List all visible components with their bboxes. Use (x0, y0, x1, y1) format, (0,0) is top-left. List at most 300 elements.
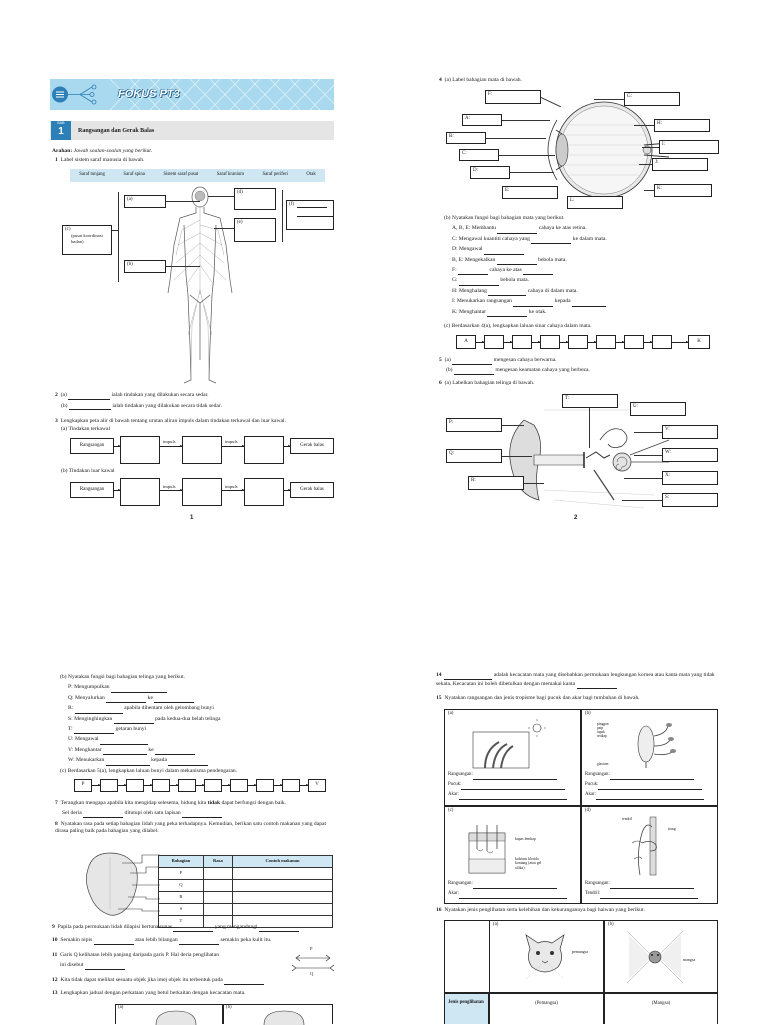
q8-stem (55, 821, 335, 835)
q16-answer-a[interactable] (489, 993, 604, 1024)
path-blank-box[interactable] (624, 335, 644, 349)
item-text: B, E: Mengekalkan (452, 256, 496, 263)
line-label: Akar: (448, 891, 459, 896)
page-2 (384, 0, 768, 521)
answer-blank[interactable] (572, 301, 606, 307)
geotropism-diagram (622, 716, 682, 770)
impuls-label: impuls (163, 484, 176, 489)
ear-label-t[interactable] (562, 394, 618, 408)
q4-b-text: (b) Nyatakan fungsi bagi bahagian mata yang berikut. (444, 215, 565, 221)
path-blank-box[interactable] (230, 779, 248, 792)
path-blank-box[interactable] (126, 779, 144, 792)
q16-cell-b (604, 920, 718, 993)
cell-tag: (a) (118, 1005, 124, 1010)
q10-text: atau lebih bilangan (135, 937, 178, 943)
table-row (159, 892, 333, 904)
table-cell[interactable] (233, 892, 333, 904)
q7 (55, 798, 286, 818)
answer-blank[interactable] (531, 238, 571, 244)
table-cell[interactable] (233, 904, 333, 916)
table-cell[interactable] (203, 892, 232, 904)
q5-a-text: mengesan cahaya berwarna. (493, 357, 557, 363)
item-text: apabila dihentam oleh gelombang bunyi (124, 705, 214, 712)
label-text: C: (462, 151, 467, 156)
bab-badge (51, 121, 71, 140)
q16-cell-a (489, 920, 604, 993)
q13-cell-b (223, 1004, 333, 1024)
impuls-label: impuls (225, 439, 238, 444)
bab-number: 1 (58, 126, 64, 137)
q1-word-bank (70, 169, 325, 182)
q7-text: Terangkan mengapa apabila kita mengidap selesema, hidung kita (60, 800, 207, 806)
q4-b-item (444, 296, 607, 306)
illusion-label-p: P (310, 946, 313, 951)
leader-line (502, 425, 524, 426)
eye-label-d[interactable] (470, 166, 510, 179)
item-text: A, B, E: Membantu (452, 225, 496, 232)
flow-arrow (588, 342, 596, 343)
nervous-system-figure (160, 185, 240, 385)
ear-label-s[interactable] (662, 493, 718, 507)
answer-blank[interactable] (259, 926, 299, 932)
answer-blank[interactable] (68, 394, 110, 400)
flow-blank-box[interactable] (244, 436, 284, 464)
eye-label-h[interactable] (654, 119, 710, 132)
path-blank-box[interactable] (256, 779, 274, 792)
q7-line1 (55, 798, 286, 808)
flow-arrow (222, 446, 244, 447)
eye-label-f[interactable] (485, 90, 541, 104)
path-blank-box[interactable] (540, 335, 560, 349)
annotation: pinggan (597, 722, 609, 726)
q5-a-label: (a) (444, 357, 451, 363)
table-header: Contoh makanan (233, 856, 333, 868)
answer-blank[interactable] (297, 202, 327, 208)
q6b-item (60, 734, 237, 744)
item-text: G: (452, 277, 458, 284)
label-text: V: (665, 427, 670, 432)
q6b-item (60, 703, 237, 713)
flow-arrow (504, 342, 512, 343)
leader-line (594, 99, 624, 100)
q2-number: 2 (55, 392, 58, 398)
q15-text: Nyatakan rangsangan dan jenis tropisme bagi pucuk dan akar bagi tumbuhan di bawah. (444, 695, 640, 701)
q1-label-c-desc: (pusat koordinasi badan) (71, 233, 103, 245)
eye-label-i[interactable] (659, 140, 719, 154)
answer-blank[interactable] (297, 211, 333, 217)
q7-number: 7 (55, 800, 58, 806)
flow-blank-box[interactable] (244, 478, 284, 506)
answer-blank[interactable] (600, 893, 698, 899)
q5-b (439, 365, 590, 375)
q7-text: dapat berfungsi dengan baik. (221, 800, 287, 806)
table-cell[interactable] (203, 904, 232, 916)
q1-box-c[interactable] (62, 225, 112, 255)
leader-line (524, 483, 544, 484)
q4-a-text: (a) Label bahagian mata di bawah. (444, 77, 522, 83)
leader-line (486, 138, 546, 139)
answer-blank[interactable] (100, 739, 148, 745)
label-text: E: (505, 188, 510, 193)
q1-stem (55, 157, 144, 165)
answer-blank[interactable] (83, 812, 123, 818)
q6b-item (60, 745, 237, 755)
item-text: ke (147, 694, 153, 701)
q13 (52, 990, 246, 998)
q6b-c-text: (c) Berdasarkan 5(a), lengkapkan laluan bunyi dalam mekanisma pendengaran. (60, 767, 238, 774)
q16-text: Nyatakan jenis penglihatan serta kelebihan dan kekurangannya bagi haiwan yang berikut. (444, 907, 645, 913)
q5-b-text: mengesan keamatan cahaya yang berbeza. (495, 367, 590, 373)
path-blank-box[interactable] (282, 779, 300, 792)
line-label: Rangsangan: (585, 772, 610, 777)
hydrotropism-diagram (463, 815, 513, 875)
flow-arrow (160, 446, 182, 447)
q4-b-item (444, 244, 607, 254)
item-text: K: Menghantar (452, 308, 487, 315)
label-text: G: (627, 94, 632, 99)
q11-number: 11 (52, 952, 58, 958)
table-row (159, 904, 333, 916)
eye-label-c[interactable] (459, 149, 499, 161)
line-label: Pucuk: (448, 782, 462, 787)
path-blank-box[interactable] (568, 335, 588, 349)
q2-b-text: ialah tindakan yang dilakukan secara tidak sedar. (112, 402, 222, 409)
word-bank-item: Sistem saraf pusat (163, 172, 199, 178)
answer-blank[interactable] (75, 708, 123, 714)
table-cell[interactable] (203, 880, 232, 892)
eye-label-g[interactable] (624, 92, 680, 106)
bracket-line (282, 190, 283, 242)
label-text: U: (633, 404, 638, 409)
cell-tag: (b) (608, 922, 614, 927)
table-row (159, 880, 333, 892)
path-blank-box[interactable] (484, 335, 504, 349)
tropism-cell-b (581, 709, 718, 806)
answer-blank[interactable] (111, 687, 167, 693)
table-cell: S (159, 904, 204, 916)
answer-blank[interactable] (459, 280, 499, 286)
path-blank-box[interactable] (100, 779, 118, 792)
label-text: X: (665, 473, 670, 478)
q5-b-label: (b) (446, 367, 453, 373)
ear-label-x[interactable] (662, 471, 718, 485)
item-text: ke dalam mata. (572, 235, 607, 242)
thigmotropism-diagram (622, 813, 682, 877)
ear-label-r[interactable] (468, 476, 524, 490)
flow-arrow (476, 342, 484, 343)
q9-text: yang mengandungi (214, 924, 258, 930)
q14 (436, 671, 718, 689)
q6-stem (439, 380, 534, 388)
answer-blank[interactable] (224, 979, 264, 985)
taste-table (158, 855, 333, 928)
q15-number: 15 (436, 695, 442, 701)
answer-blank[interactable] (106, 760, 150, 766)
flow-start-box: Rangsangan (70, 438, 114, 454)
answer-blank[interactable] (513, 301, 553, 307)
q8-text: Nyatakan rasa pada setiap bahagian lidah yang peka terhadapnya. Kemudian, berikan satu contoh makanan yang dapat dirasa paling baik pada bahagian yang dilabel. (55, 821, 327, 834)
q1-box-d[interactable] (234, 188, 276, 210)
table-cell[interactable] (233, 868, 333, 880)
table-header: Bahagian (159, 856, 204, 868)
item-text: bebola mata. (500, 277, 529, 284)
table-row (159, 868, 333, 880)
page-number: 1 (190, 515, 194, 521)
line-label: Rangsangan: (448, 881, 473, 886)
word-bank-item: Saraf periferi (262, 172, 288, 178)
item-text: cahaya ke atas retina. (538, 225, 587, 232)
item-text: pada kedua-dua belah telinga (155, 715, 221, 722)
ear-label-q[interactable] (446, 449, 502, 463)
q16-stem (436, 907, 645, 915)
annotation: paip (597, 726, 604, 730)
q1-box-b[interactable] (124, 260, 166, 273)
answer-blank[interactable] (459, 794, 567, 800)
q1-label-b: (b) (127, 262, 133, 267)
item-text: V: Menghantar (68, 746, 102, 753)
label-text: T: (565, 396, 570, 401)
q1-text: Label sistem saraf manusia di bawah. (60, 157, 145, 163)
item-text: F: (452, 267, 457, 274)
row-label: Jenis penglihatan (448, 1000, 484, 1005)
q16-number: 16 (436, 907, 442, 913)
eye-defect-diagram (146, 1009, 206, 1025)
q1-box-a[interactable] (124, 195, 166, 208)
q2-a-text: ialah tindakan yang dilakukan secara sedar. (111, 392, 209, 398)
tropism-cell-a (444, 709, 581, 806)
cell-tag: (b) (226, 1005, 232, 1010)
q6b-item (60, 693, 237, 703)
eye-label-k[interactable] (654, 184, 712, 197)
q10-text: Semakin nipis (60, 937, 93, 943)
ear-label-p[interactable] (446, 418, 502, 432)
answer-blank[interactable] (459, 893, 567, 899)
q1-label-d: (d) (237, 190, 243, 195)
q4-c-text: (c) Berdasarkan 4(a), lengkapkan laluan sinar cahaya dalam mata. (444, 323, 592, 329)
path-blank-box[interactable] (178, 779, 196, 792)
q5 (439, 355, 590, 375)
q7-line2 (55, 808, 286, 818)
q11-text: ini disebut (60, 962, 84, 968)
eye-label-a[interactable] (462, 114, 502, 126)
impuls-label: impuls (163, 439, 176, 444)
q4-b-item (444, 234, 607, 244)
predator-cat-icon (520, 931, 570, 981)
impuls-label: impuls (225, 484, 238, 489)
answer-blank[interactable] (577, 683, 617, 689)
ear-label-v[interactable] (662, 425, 718, 439)
label-text: Q: (449, 451, 454, 456)
q3-b-label: (b) Tindakan luar kawal (61, 468, 115, 474)
page-1 (0, 0, 384, 521)
leader-line (208, 196, 234, 197)
label-text: A: (465, 116, 470, 121)
illusion-label-q: Q (310, 971, 314, 976)
answer-blank[interactable] (497, 228, 537, 234)
table-cell: P (159, 868, 204, 880)
q6b-text: (b) Nyatakan fungsi bagi bahagian telinga yang berikut. (60, 674, 185, 680)
flow-blank-box[interactable] (182, 478, 222, 506)
q11-text: Garis Q kelihatan lebih panjang daripada garis P. Hal deria penglihatan (60, 952, 219, 958)
fokus-banner (50, 79, 334, 110)
page-number: 2 (574, 515, 578, 521)
answer-blank[interactable] (69, 404, 111, 410)
table-header: Rasa (203, 856, 232, 868)
animal-caption: (Mangsa) (651, 1001, 671, 1006)
q8-number: 8 (55, 821, 58, 827)
leader-line (644, 190, 654, 191)
leader-line (510, 172, 554, 173)
q2-b (55, 403, 222, 411)
eye-label-e[interactable] (502, 186, 558, 199)
answer-blank[interactable] (94, 939, 134, 945)
flow-blank-box[interactable] (182, 436, 222, 464)
flow-blank-box[interactable] (120, 478, 160, 506)
q12-number: 12 (52, 977, 58, 983)
path-blank-box[interactable] (204, 779, 222, 792)
q16-row-label (444, 993, 489, 1024)
q5-number: 5 (439, 357, 442, 363)
animal-label: pemangsa (572, 949, 588, 954)
item-text: bebola mata. (538, 256, 567, 263)
q3-stem (55, 418, 286, 433)
q14-text: adalah kecacatan mata yang disebabkan permukaan lengkungan kornea atau kanta mata yang tidak sekata. Kecacatan ini boleh dibetulkan dengan memakai kanta (436, 672, 715, 687)
prey-animal-icon (625, 927, 685, 987)
item-text: H: Menghalang (452, 287, 487, 294)
path-blank-box[interactable] (152, 779, 170, 792)
answer-blank[interactable] (173, 926, 213, 932)
answer-blank[interactable] (85, 964, 125, 970)
tropism-cell-d (581, 806, 718, 904)
eye-label-b[interactable] (446, 132, 486, 144)
label-text: H: (657, 121, 662, 126)
label-text: F: (488, 92, 493, 97)
ear-label-u[interactable] (630, 402, 686, 416)
item-text: kepada (554, 298, 571, 305)
table-cell[interactable] (203, 868, 232, 880)
answer-blank[interactable] (182, 812, 222, 818)
q4-b (444, 213, 607, 317)
q4-b-item (444, 275, 607, 285)
word-bank-item: Saraf tunjang (79, 172, 105, 178)
annotation: tetikap (597, 734, 607, 738)
flow-arrow (644, 342, 652, 343)
q6-number: 6 (439, 380, 442, 386)
q11 (52, 950, 292, 970)
flow-arrow (274, 785, 282, 786)
leader-line (634, 125, 654, 126)
q14-number: 14 (436, 672, 442, 678)
annotation: kapas lembap (515, 837, 536, 841)
item-text: U: Mengawal (68, 736, 99, 743)
label-text: L: (570, 198, 575, 203)
flow-arrow (672, 342, 688, 343)
leader-line (642, 147, 659, 148)
leader-line (166, 201, 200, 202)
word-bank-item: Otak (306, 172, 316, 178)
leader-line (589, 408, 590, 448)
flow-arrow (532, 342, 540, 343)
leader-line (639, 164, 652, 165)
q13-text: Lengkapkan jadual dengan perkataan yang betul berkaitan dengan kecacatan mata. (60, 990, 246, 996)
item-text: ke otak. (528, 308, 547, 315)
arahan-text: Jawab soalan-soalan yang berikut. (73, 148, 153, 154)
flow-blank-box[interactable] (120, 436, 160, 464)
eye-label-l[interactable] (567, 196, 623, 209)
eye-label-j[interactable] (652, 158, 708, 171)
q1-box-f[interactable] (286, 200, 334, 230)
answer-blank[interactable] (454, 369, 494, 375)
table-cell: Q (159, 880, 204, 892)
q1-box-e[interactable] (234, 218, 276, 242)
cell-tag: (b) (585, 711, 591, 716)
leader-line (634, 455, 662, 456)
label-text: B: (449, 134, 454, 139)
line-label: Tendril: (585, 891, 601, 896)
line-label: Akar: (448, 792, 459, 797)
q16-corner-cell (444, 920, 489, 993)
answer-blank[interactable] (444, 674, 492, 680)
chapter-title: Rangsangan dan Gerak Balas (78, 128, 155, 134)
answer-blank[interactable] (487, 311, 527, 317)
answer-blank[interactable] (596, 794, 704, 800)
item-text: D: Mengawal (452, 246, 483, 253)
path-blank-box[interactable] (596, 335, 616, 349)
table-cell[interactable] (233, 880, 333, 892)
line-label: Akar: (585, 792, 596, 797)
q10-text: semakin peka kulit itu. (220, 937, 272, 943)
q4-b-item (444, 223, 607, 233)
q4-b-item (444, 307, 607, 317)
item-text: ke (148, 746, 154, 753)
q2-a (55, 392, 222, 400)
annotation: tapak (597, 730, 605, 734)
q4-stem (439, 77, 522, 85)
cell-lines (585, 879, 715, 899)
cell-lines (448, 879, 578, 899)
q4-b-item (444, 265, 607, 275)
q13-number: 13 (52, 990, 58, 996)
q2-a-label: (a) (60, 392, 67, 398)
item-text: Q: Menyalurkan (68, 694, 105, 701)
flow-arrow (92, 785, 100, 786)
animal-label: mangsa (683, 957, 696, 962)
q2-b-label: (b) (61, 402, 68, 409)
q13-cell-a (115, 1004, 223, 1024)
flow-arrow (144, 785, 152, 786)
q4-b-item (444, 255, 607, 265)
ear-label-w[interactable] (662, 448, 718, 462)
answer-blank[interactable] (179, 939, 219, 945)
answer-blank[interactable] (484, 249, 524, 255)
answer-blank[interactable] (168, 760, 208, 766)
q1-number: 1 (55, 157, 58, 163)
path-blank-box[interactable] (652, 335, 672, 349)
word-bank-item: Saraf kranium (216, 172, 245, 178)
leader-line (214, 228, 234, 229)
leader-line (166, 266, 200, 267)
q4-number: 4 (439, 77, 442, 83)
q9 (52, 924, 299, 932)
leader-line (502, 456, 532, 457)
q6b-item (60, 724, 237, 734)
leader-line (634, 432, 662, 433)
annotation: tendril (622, 817, 632, 821)
path-blank-box[interactable] (512, 335, 532, 349)
flow-end-box: Gerak balas (290, 482, 334, 498)
q16-answer-b[interactable] (604, 993, 718, 1024)
leader-line (622, 500, 662, 501)
